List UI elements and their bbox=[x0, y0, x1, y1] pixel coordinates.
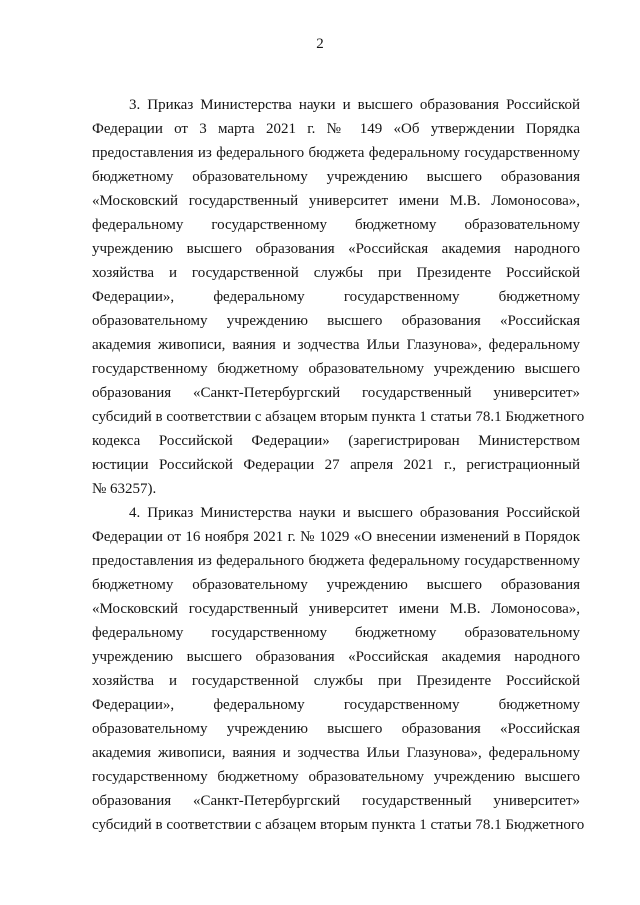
text-line: академия живописи, ваяния и зодчества Ильи Глазунова», федеральному bbox=[92, 337, 580, 353]
text-line: хозяйства и государственной службы при Президенте Российской bbox=[92, 265, 580, 281]
text-line: 3. Приказ Министерства науки и высшего образования Российской bbox=[129, 97, 580, 113]
text-line: Федерации от 3 марта 2021 г. № 149 «Об утверждении Порядка bbox=[92, 121, 580, 137]
text-line: государственному бюджетному образовательному учреждению высшего bbox=[92, 361, 580, 377]
text-line: № 63257). bbox=[92, 481, 157, 497]
text-line: образования «Санкт-Петербургский государственный университет» bbox=[92, 793, 580, 809]
text-line: академия живописи, ваяния и зодчества Ильи Глазунова», федеральному bbox=[92, 745, 580, 761]
text-line: государственному бюджетному образовательному учреждению высшего bbox=[92, 769, 580, 785]
text-line: субсидий в соответствии с абзацем вторым пункта 1 статьи 78.1 Бюджетного bbox=[92, 817, 585, 833]
text-line: 4. Приказ Министерства науки и высшего образования Российской bbox=[129, 505, 580, 521]
text-line: федеральному государственному бюджетному образовательному bbox=[92, 217, 580, 233]
text-line: «Московский государственный университет имени М.В. Ломоносова», bbox=[92, 193, 580, 209]
page-number: 2 bbox=[316, 36, 324, 52]
text-line: Федерации», федеральному государственному бюджетному bbox=[92, 289, 580, 305]
text-line: Федерации», федеральному государственному бюджетному bbox=[92, 697, 580, 713]
text-line: бюджетному образовательному учреждению высшего образования bbox=[92, 169, 580, 185]
text-line: учреждению высшего образования «Российская академия народного bbox=[92, 241, 580, 257]
text-line: юстиции Российской Федерации 27 апреля 2021 г., регистрационный bbox=[92, 457, 580, 473]
text-line: предоставления из федерального бюджета федеральному государственному bbox=[92, 553, 580, 569]
text-line: бюджетному образовательному учреждению высшего образования bbox=[92, 577, 580, 593]
text-line: Федерации от 16 ноября 2021 г. № 1029 «О внесении изменений в Порядок bbox=[92, 529, 580, 545]
text-line: хозяйства и государственной службы при Президенте Российской bbox=[92, 673, 580, 689]
text-line: образования «Санкт-Петербургский государственный университет» bbox=[92, 385, 580, 401]
text-line: предоставления из федерального бюджета федеральному государственному bbox=[92, 145, 580, 161]
text-line: кодекса Российской Федерации» (зарегистрирован Министерством bbox=[92, 433, 580, 449]
text-line: образовательному учреждению высшего образования «Российская bbox=[92, 313, 580, 329]
text-line: субсидий в соответствии с абзацем вторым пункта 1 статьи 78.1 Бюджетного bbox=[92, 409, 585, 425]
text-line: федеральному государственному бюджетному образовательному bbox=[92, 625, 580, 641]
text-line: «Московский государственный университет имени М.В. Ломоносова», bbox=[92, 601, 580, 617]
text-line: образовательному учреждению высшего образования «Российская bbox=[92, 721, 580, 737]
text-line: учреждению высшего образования «Российская академия народного bbox=[92, 649, 580, 665]
